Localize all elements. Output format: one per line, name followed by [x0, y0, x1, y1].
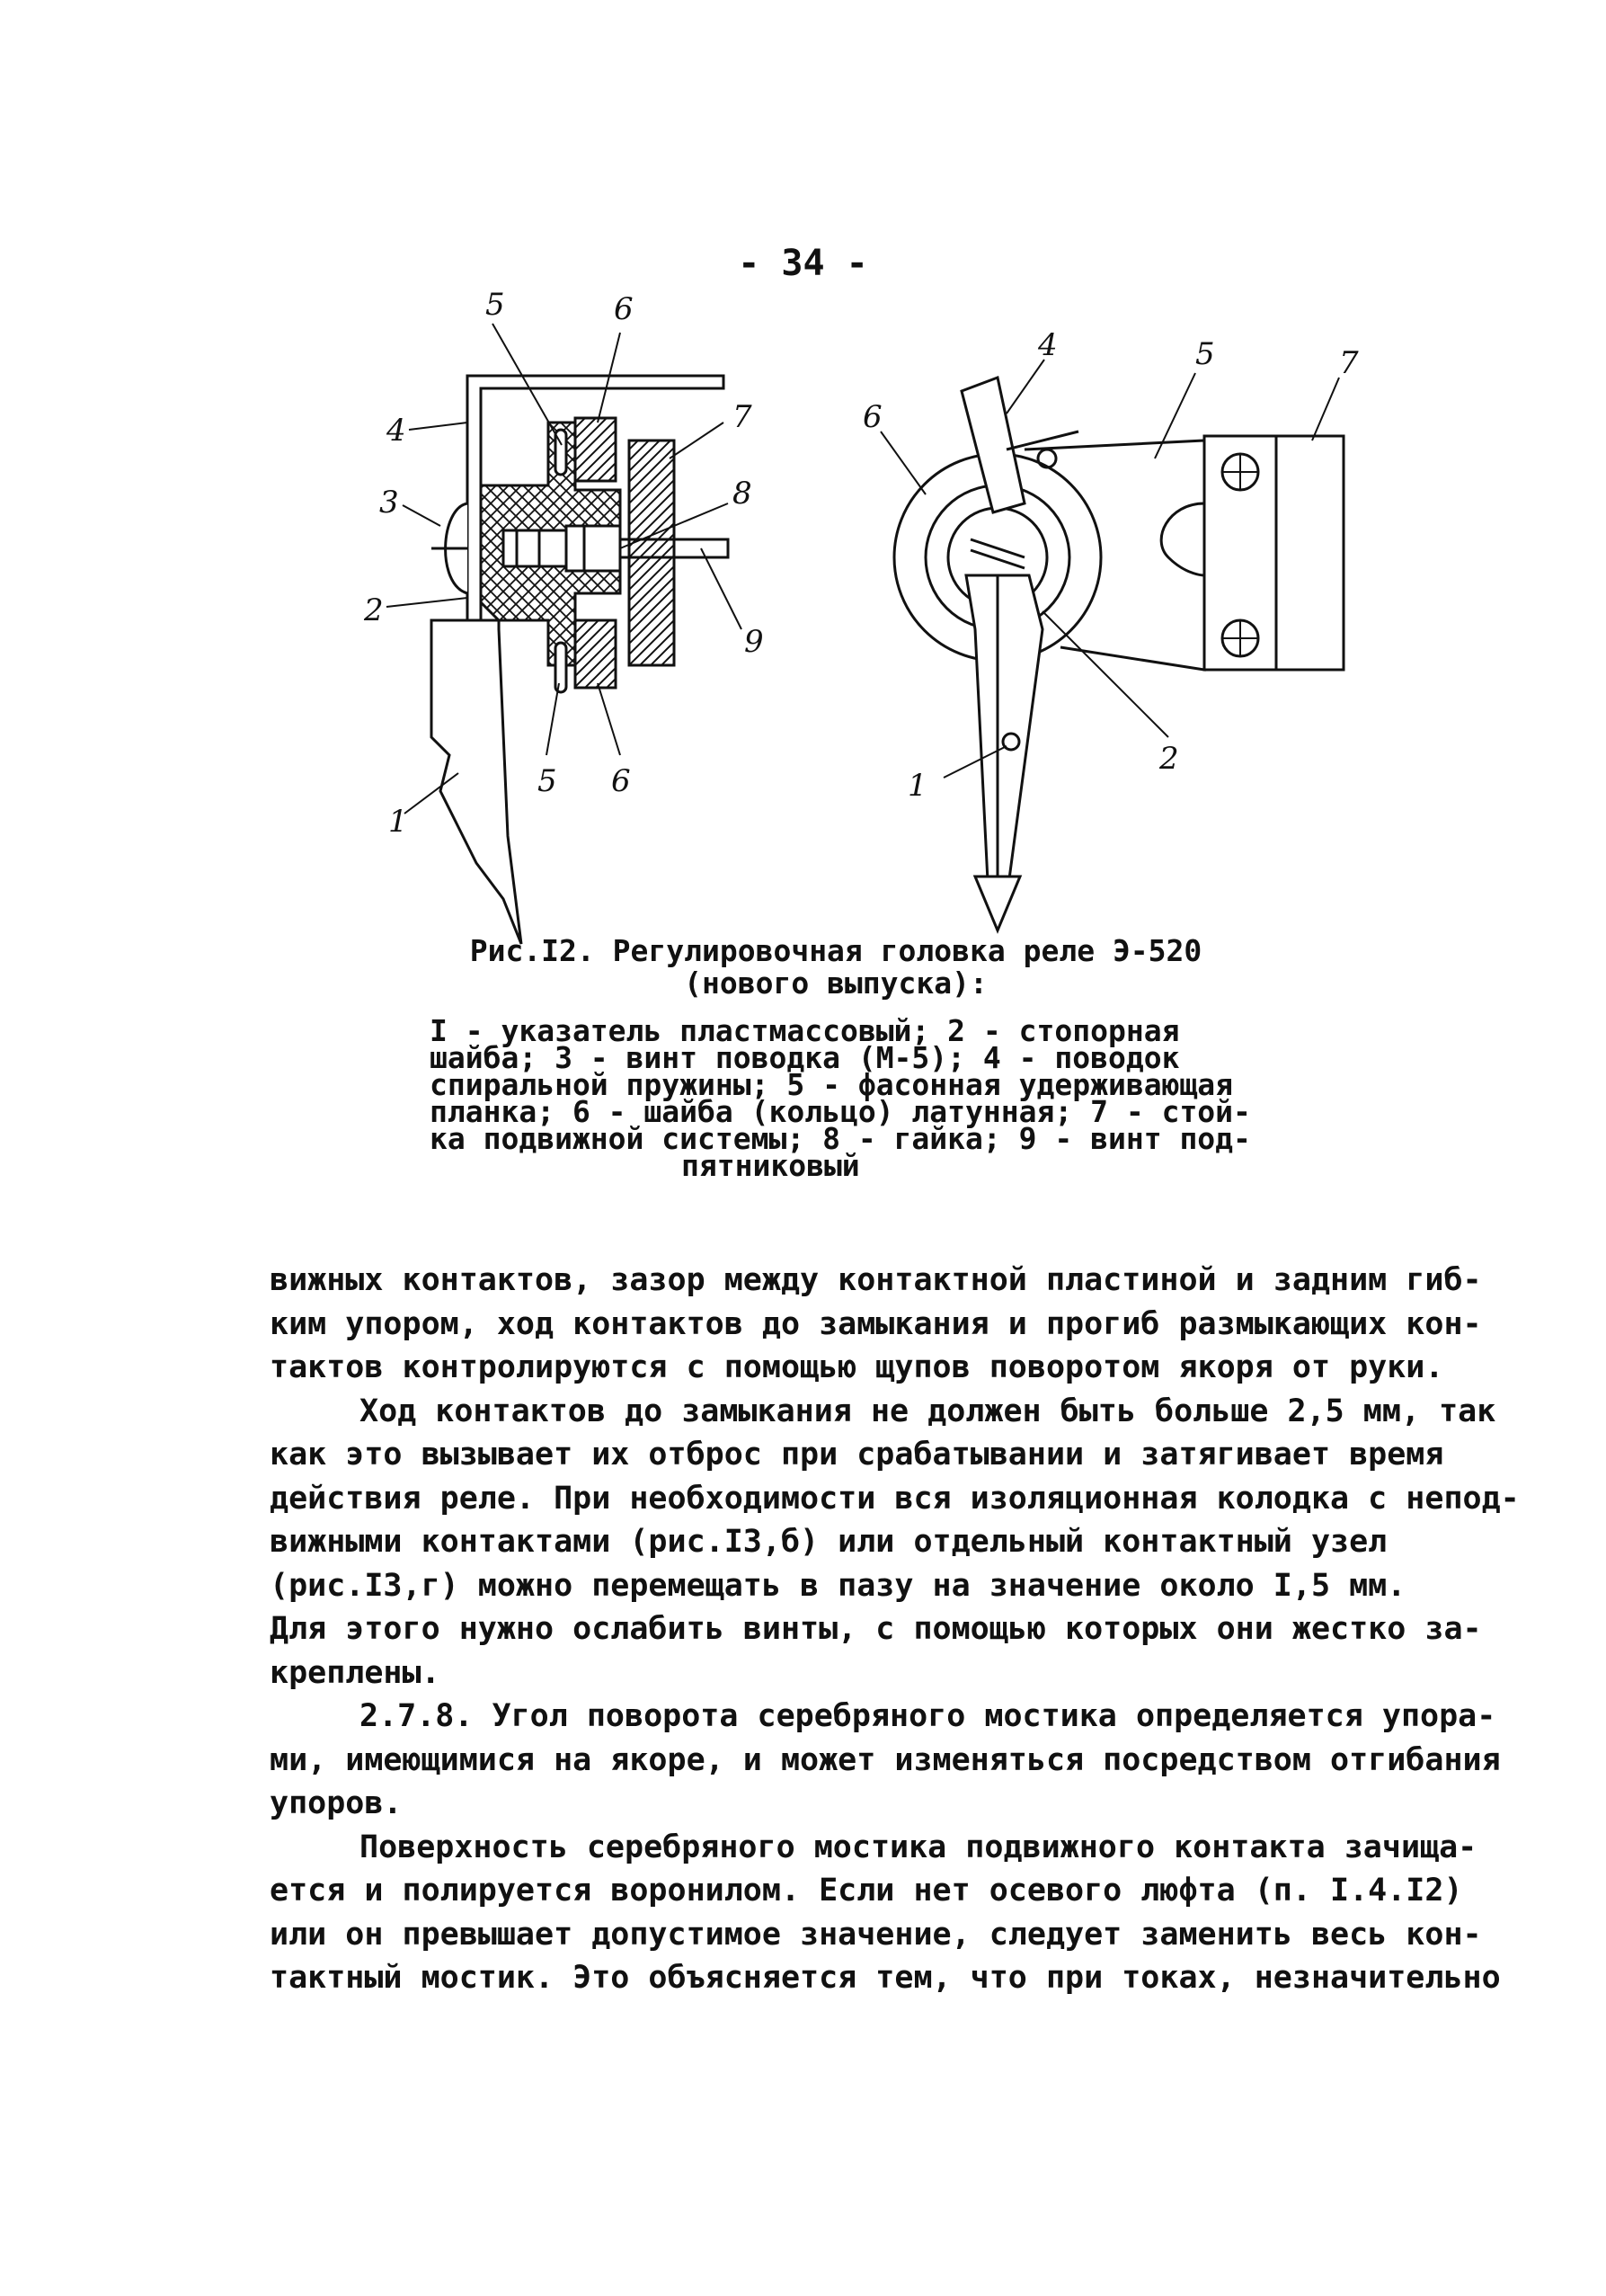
relay-adjustment-head-figure — [0, 0, 1606, 953]
text-line: Поверхность серебряного мостика подвижного контакта зачища- — [359, 1829, 1477, 1865]
legend-line: планка; 6 - шайба (кольцо) латунная; 7 - стой- — [430, 1094, 1251, 1129]
text-line: ется и полируется воронилом. Если нет осевого люфта (п. I.4.I2) — [270, 1873, 1463, 1909]
legend-line: ка подвижной системы; 8 - гайка; 9 - винт под- — [430, 1121, 1251, 1156]
caption-title-line: (нового выпуска): — [684, 966, 988, 1001]
label-1: 1 — [388, 804, 408, 840]
label-8: 8 — [732, 476, 752, 512]
text-line: (рис.I3,г) можно перемещать в пазу на значение около I,5 мм. — [270, 1567, 1406, 1604]
figure-legend — [430, 1013, 1265, 1183]
text-line: Для этого нужно ослабить винты, с помощью которых они жестко за- — [270, 1611, 1482, 1647]
label-1-right: 1 — [908, 768, 927, 804]
label-2: 2 — [364, 592, 384, 628]
text-line: вижных контактов, зазор между контактной пластиной и задним гиб- — [270, 1262, 1482, 1298]
text-line: или он превышает допустимое значение, следует заменить весь кон- — [270, 1916, 1482, 1953]
label-4-right: 4 — [1038, 327, 1058, 363]
legend-line: спиральной пружины; 5 - фасонная удерживающая — [430, 1067, 1234, 1102]
caption-title-line: Рис.I2. Регулировочная головка реле Э-520 — [469, 933, 1202, 968]
text-line: ми, имеющимися на якоре, и может изменяться посредством отгибания — [270, 1741, 1501, 1778]
legend-line: шайба; 3 - винт поводка (М-5); 4 - поводок — [430, 1040, 1180, 1075]
text-line: Ход контактов до замыкания не должен быть больше 2,5 мм, так — [359, 1393, 1496, 1429]
legend-line: I - указатель пластмассовый; 2 - стопорная — [430, 1013, 1180, 1048]
right-front-view — [881, 360, 1344, 930]
label-6-top: 6 — [614, 291, 634, 327]
label-7: 7 — [732, 399, 752, 435]
label-7-right: 7 — [1339, 345, 1359, 381]
label-3: 3 — [379, 485, 399, 521]
text-line: 2.7.8. Угол поворота серебряного мостика определяется упора- — [359, 1698, 1496, 1734]
text-line: как это вызывает их отброс при срабатывании и затягивает время — [270, 1437, 1444, 1473]
label-5-top: 5 — [485, 287, 505, 323]
body-text — [270, 1259, 1520, 2000]
text-line: упоров. — [270, 1785, 403, 1821]
label-2-right: 2 — [1159, 741, 1179, 777]
legend-line: пятниковый — [681, 1148, 860, 1183]
left-sectional-view — [386, 324, 741, 944]
label-4: 4 — [386, 413, 406, 449]
text-line: тактов контролируются с помощью щупов поворотом якоря от руки. — [270, 1349, 1444, 1385]
label-6-right: 6 — [863, 399, 883, 435]
figure-caption-title — [431, 935, 1240, 1000]
label-6-bottom: 6 — [611, 763, 631, 799]
page-number: - 34 - — [738, 243, 868, 284]
label-9: 9 — [744, 624, 764, 660]
text-line: тактный мостик. Это объясняется тем, что при токах, незначительно — [270, 1960, 1501, 1996]
text-line: креплены. — [270, 1654, 440, 1691]
label-5-bottom: 5 — [537, 763, 557, 799]
text-line: действия реле. При необходимости вся изоляционная колодка с непод- — [270, 1480, 1520, 1517]
label-5-right: 5 — [1195, 336, 1215, 372]
text-line: ким упором, ход контактов до замыкания и прогиб размыкающих кон- — [270, 1305, 1482, 1342]
text-line: вижными контактами (рис.I3,б) или отдельный контактный узел — [270, 1524, 1388, 1560]
